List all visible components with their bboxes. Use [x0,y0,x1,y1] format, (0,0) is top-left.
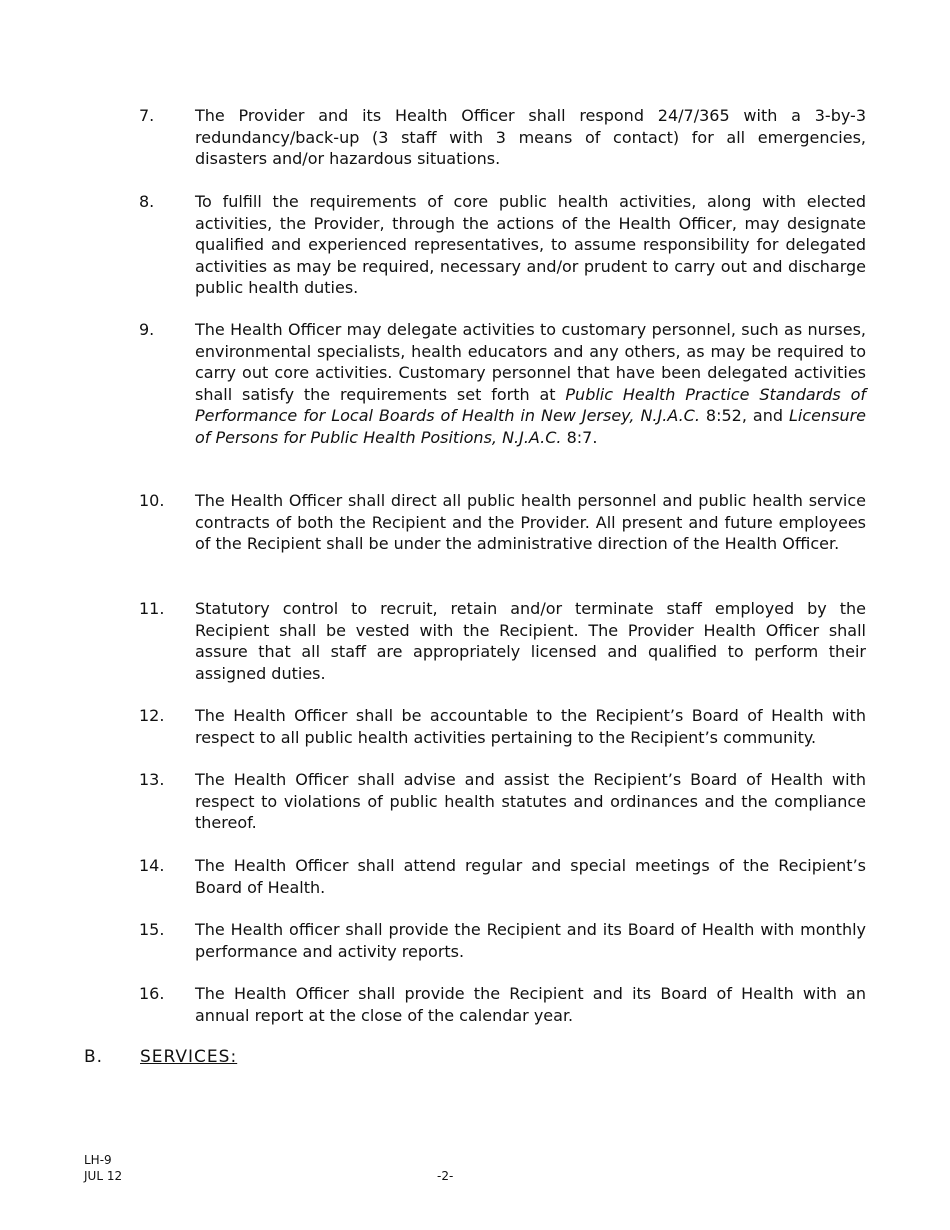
item-number: 16. [139,984,165,1003]
item-text-segment: The Health Officer may delegate activities to customary personnel, such as nurses, environmental specialists, health educators and any others, as may be required to carry out core activities. Customary personnel that have been delegated activities shall satisfy the requirements set forth at [195,320,866,404]
item-text [195,598,866,684]
item-text-segment: 8:52, and [699,406,789,425]
item-text-segment: To fulfill the requirements of core public health activities, along with elected activities, the Provider, through the actions of the Health Officer, may designate qualified and experienced representatives, to assume responsibility for delegated activities as may be required, necessary and/or prudent to carry out and discharge public health duties. [195,192,866,297]
item-text [195,855,866,898]
item-text-segment: 8:7. [561,427,598,447]
list-item-8 [139,191,866,299]
list-item-14 [139,855,866,898]
item-number: 15. [139,920,165,939]
item-text-segment: The Health Officer shall provide the Recipient and its Board of Health with an annual report at the close of the calendar year. [195,984,866,1025]
item-text [195,319,866,448]
item-number: 8. [139,192,155,211]
item-text-segment: Statutory control to recruit, retain and/or terminate staff employed by the Recipient shall be vested with the Recipient. The Provider Health Officer shall assure that all staff are appropriately licensed and qualified to perform their assigned duties. [195,599,866,683]
citation-licensure: Licensure of Persons for Public Health Positions, N.J.A.C. [195,406,867,447]
item-text-segment: The Health Officer shall direct all public health personnel and public health service contracts of both the Recipient and the Provider. All present and future employees of the Recipient shall be under the administrative direction of the Health Officer. [195,491,866,553]
item-text [195,919,866,962]
list-item-16 [139,983,866,1026]
footer-form-id: LH-9 [84,1153,112,1167]
footer-date: JUL 12 [84,1169,123,1183]
list-item-11 [139,598,866,684]
list-item-7 [139,105,866,170]
list-item-12 [139,705,866,748]
citation-practice-standards: Public Health Practice Standards of Performance for Local Boards of Health in New Jersey, N.J.A.C. [195,384,866,425]
item-number: 9. [139,320,155,339]
item-number: 7. [139,106,155,125]
page-number: -2- [437,1169,454,1183]
item-number: 10. [139,491,165,510]
list-item-10 [139,490,866,555]
item-text [195,490,866,555]
list-item-13 [139,769,866,834]
item-text-segment: The Health officer shall provide the Recipient and its Board of Health with monthly performance and activity reports. [195,920,866,961]
item-number: 12. [139,706,165,725]
item-text-segment: The Health Officer shall be accountable to the Recipient’s Board of Health with respect to all public health activities pertaining to the Recipient’s community. [195,706,866,747]
item-number: 11. [139,599,165,618]
item-number: 13. [139,770,165,789]
item-text [195,705,866,748]
section-letter: B. [84,1047,104,1067]
list-item-15 [139,919,866,962]
item-text [195,191,866,299]
item-text [195,105,866,170]
item-text [195,769,866,834]
item-text-segment: The Provider and its Health Officer shall respond 24/7/365 with a 3-by-3 redundancy/back-up (3 staff with 3 means of contact) for all emergencies, disasters and/or hazardous situations. [195,106,866,168]
item-text-segment: The Health Officer shall advise and assist the Recipient’s Board of Health with respect to violations of public health statutes and ordinances and the compliance thereof. [195,770,866,832]
section-title: SERVICES: [140,1047,238,1067]
item-text-segment: The Health Officer shall attend regular and special meetings of the Recipient’s Board of Health. [195,856,866,897]
item-number: 14. [139,856,165,875]
footer-form-info [84,1152,122,1184]
list-item-9 [139,319,866,448]
item-text [195,983,866,1026]
